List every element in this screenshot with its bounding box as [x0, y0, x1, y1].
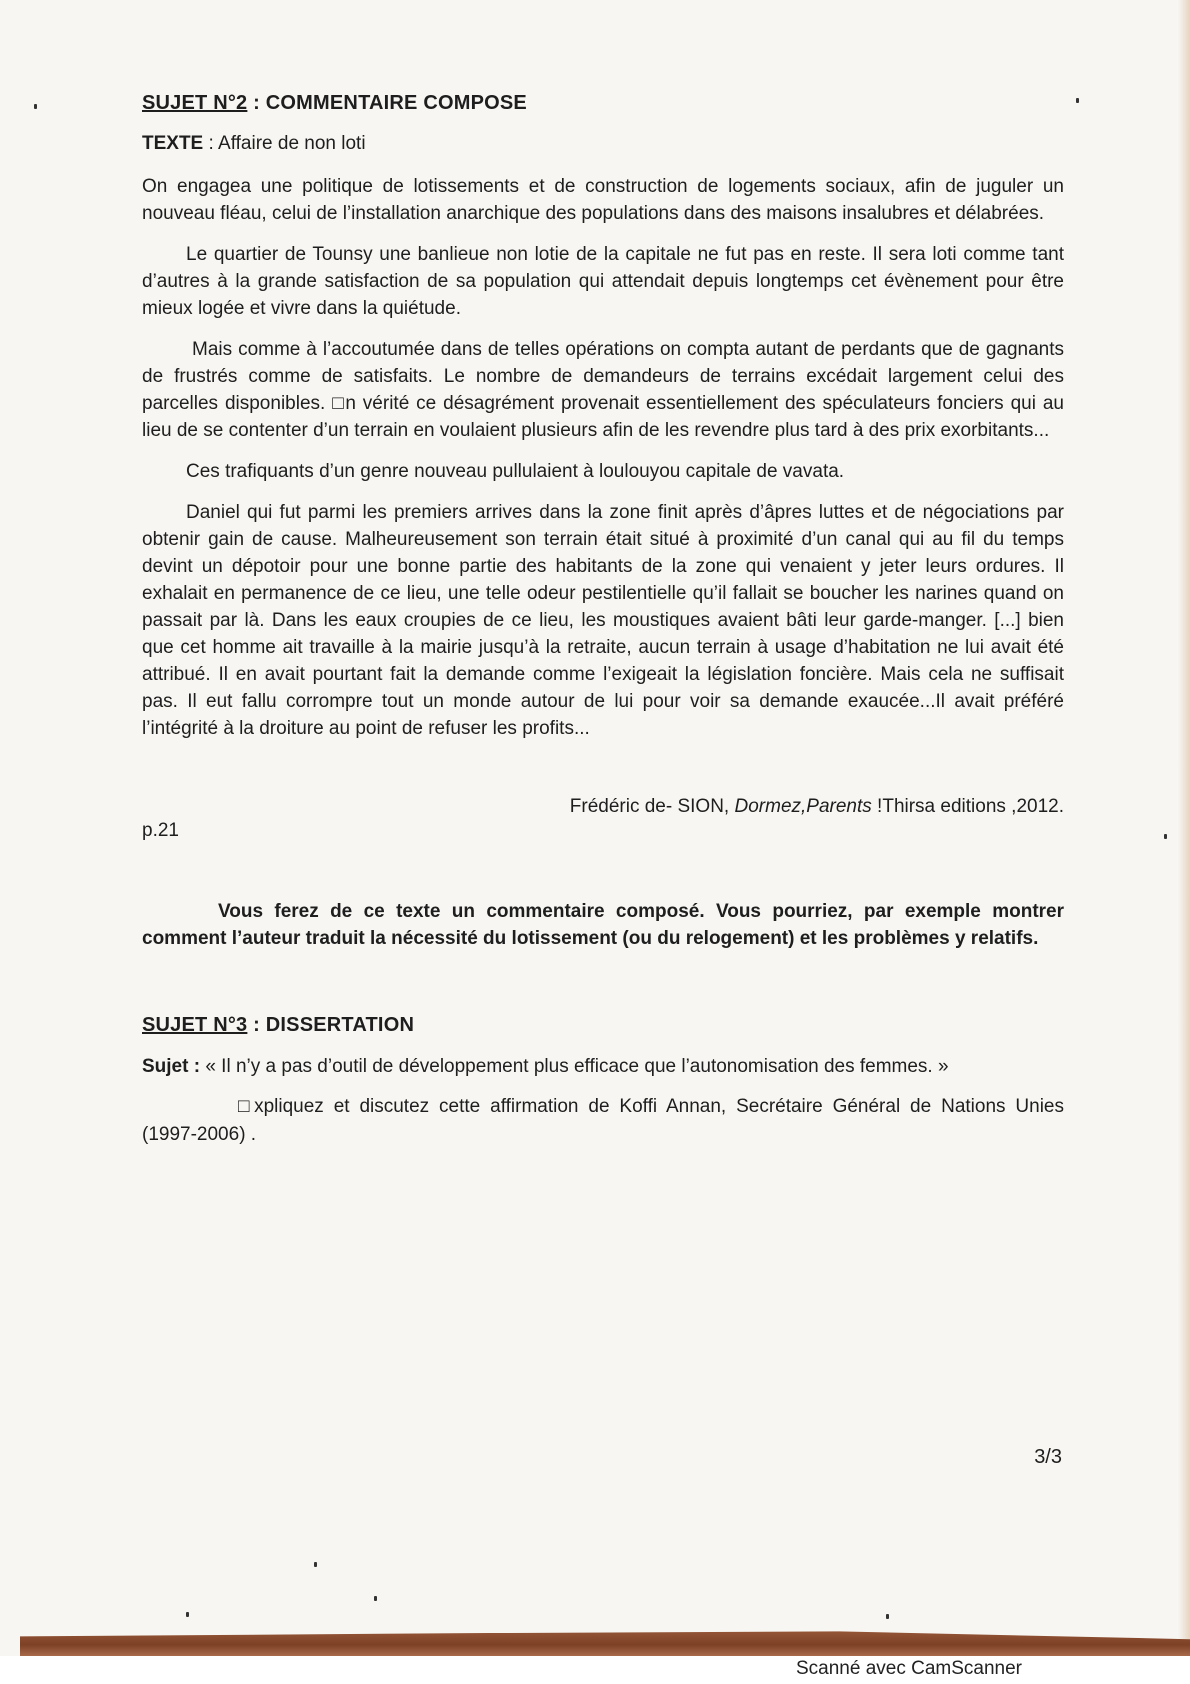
citation-author: Frédéric de- SION, — [569, 796, 735, 817]
scan-edge-band — [20, 1628, 1190, 1656]
paragraph-2: Le quartier de Tounsy une banlieue non lotie de la capitale ne fut pas en reste. Il sera loti comme tant d’autres à la grande satisfaction de sa population qui attendait depuis longtemps cet évènement pour être mieux logée et vivre dans la quiétude. — [142, 244, 1064, 319]
citation-title: Dormez,Parents — [734, 796, 872, 817]
sujet3-heading-number: SUJET N°3 — [142, 1014, 248, 1036]
citation — [142, 796, 1064, 818]
texte-label: TEXTE — [142, 133, 204, 154]
scanner-watermark: Scanné avec CamScanner — [795, 1658, 1022, 1679]
sujet3-heading — [142, 1014, 1064, 1037]
document-body — [142, 92, 1064, 1149]
page-reference: p.21 — [142, 820, 179, 841]
citation-publisher: !Thirsa editions ,2012. — [871, 796, 1064, 817]
sujet3-statement — [142, 1053, 1064, 1081]
scan-speck — [186, 1612, 189, 1617]
page-edge-shadow — [1178, 0, 1190, 1684]
scan-speck — [1164, 834, 1167, 839]
scan-speck — [374, 1596, 377, 1601]
texte-title: : Affaire de non loti — [203, 133, 366, 154]
paragraph-4: Ces trafiquants d’un genre nouveau pullulaient à loulouyou capitale de vavata. — [186, 461, 845, 482]
sujet2-heading — [142, 92, 1064, 115]
scan-speck — [34, 104, 37, 109]
paragraph-1: On engagea une politique de lotissements et de construction de logements sociaux, afin de juguler un nouveau fléau, celui de l’installation anarchique des populations dans des maisons insalubres et délabrées. — [142, 176, 1064, 224]
scan-speck — [314, 1562, 317, 1567]
sujet3-explanation: □xpliquez et discutez cette affirmation de Koffi Annan, Secrétaire Général de Nations Unies (1997-2006) . — [142, 1096, 1064, 1145]
paragraph-5: Daniel qui fut parmi les premiers arrives dans la zone finit après d’âpres luttes et de négociations par obtenir gain de cause. Malheureusement son terrain était situé à proximité d’un canal qui au fil du temps devint un dépotoir pour une bonne partie des habitants de la zone qui venaient y jeter leurs ordures. Il exhalait en permanence de ce lieu, une telle odeur pestilentielle qu’il fallait se boucher les narines quand on passait par là. Dans les eaux croupies de ce lieu, les moustiques avaient bâti leur garde-manger. [...] bien que cet homme ait travaille à la mairie jusqu’à la retraite, aucun terrain à usage d’habitation ne lui avait été attribué. Il en avait pourtant fait la demande comme l’exigeait la législation foncière. Mais cela ne suffisait pas. Il eut fallu corrompre tout un monde autour de lui pour voir sa demande exaucée...Il avait préféré l’intégrité à la droiture au point de refuser les profits... — [142, 502, 1064, 739]
instructions: Vous ferez de ce texte un commentaire composé. Vous pourriez, par exemple montrer comment l’auteur traduit la nécessité du lotissement (ou du relogement) et les problèmes y relatifs. — [142, 901, 1064, 949]
sujet2-heading-type: : COMMENTAIRE COMPOSE — [247, 92, 527, 114]
page-number: 3/3 — [1034, 1446, 1062, 1468]
sujet3-quote: « Il n’y a pas d’outil de développement plus efficace que l’autonomisation des femmes. » — [200, 1056, 949, 1077]
paragraph-3: Mais comme à l’accoutumée dans de telles opérations on compta autant de perdants que de gagnants de frustrés comme de satisfaits. Le nombre de demandeurs de terrains excédait largement celui des parcelles disponibles. □n vérité ce désagrément provenait essentiellement des spéculateurs fonciers qui au lieu de se contenter d’un terrain en voulaient plusieurs afin de les revendre plus tard à des prix exorbitants... — [142, 339, 1064, 441]
sujet3-heading-type: : DISSERTATION — [247, 1014, 415, 1036]
scan-speck — [1076, 98, 1079, 103]
scan-speck — [886, 1614, 889, 1619]
texte-title-line — [142, 133, 1064, 155]
sujet2-heading-number: SUJET N°2 — [142, 92, 248, 114]
sujet3-label: Sujet : — [142, 1056, 201, 1077]
